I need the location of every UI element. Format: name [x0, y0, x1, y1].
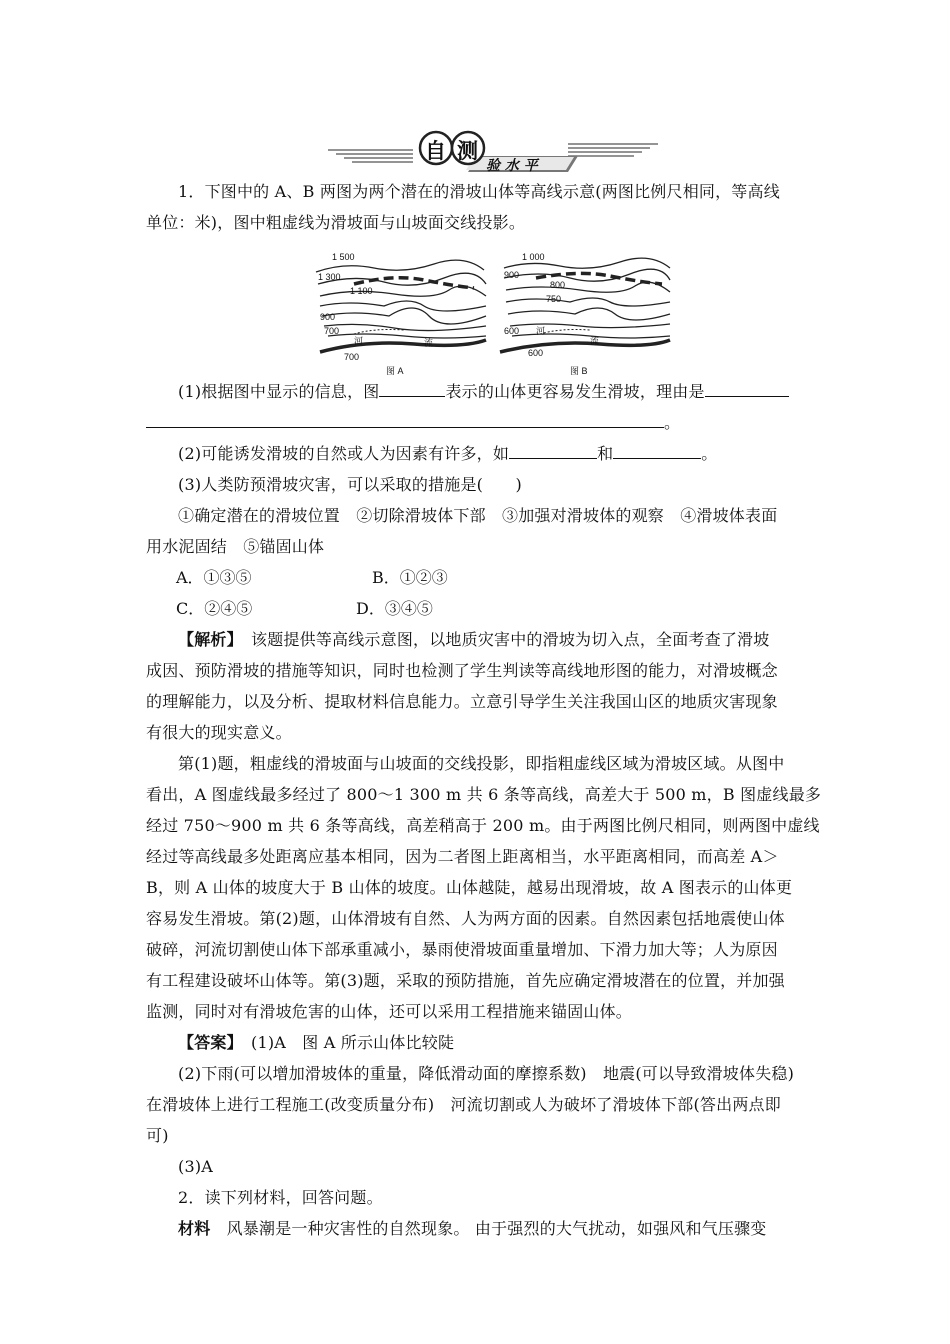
q1-sub1 — [146, 376, 810, 407]
fig-a-river-1: 河 — [354, 336, 364, 346]
answer-1: (1)A 图 A 所示山体比较陡 — [234, 1033, 455, 1052]
option-d[interactable]: D．③④⑤ — [356, 599, 433, 618]
answer-blank-2[interactable] — [705, 378, 789, 397]
fig-a-river-2: 流 — [424, 338, 434, 348]
fig-a-label-700-b: 700 — [344, 352, 360, 362]
fig-b-river-2: 流 — [590, 336, 600, 346]
q2-stem: 2．读下列材料，回答问题。 — [178, 1188, 383, 1207]
q1-sub2-part-b: 和 — [597, 444, 614, 463]
analysis-p2-line-7: 破碎，河流切割使山体下部承重减小，暴雨使滑坡面重量增加、下滑力加大等；人为原因 — [146, 940, 778, 959]
answer-2-line-3: 可) — [146, 1126, 169, 1145]
banner-char-2: 测 — [457, 138, 478, 163]
q1-sub1-part-b: 表示的山体更容易发生滑坡，理由是 — [445, 382, 705, 401]
contour-figure — [314, 244, 674, 378]
q1-items-line-1: ①确定潜在的滑坡位置 ②切除滑坡体下部 ③加强对滑坡体的观察 ④滑坡体表面 — [178, 506, 778, 525]
figure-a-map — [316, 260, 486, 352]
answer-tag: 【答案】 — [178, 1033, 235, 1052]
q1-sub1-end: 。 — [664, 413, 681, 432]
answer-blank-4[interactable] — [509, 440, 597, 459]
answer-blank-5[interactable] — [613, 440, 701, 459]
q1-sub1-line-2 — [146, 407, 810, 438]
material-text: 风暴潮是一种灾害性的自然现象。 由于强烈的大气扰动，如强风和气压骤变 — [210, 1219, 767, 1238]
analysis-p2-line-6: 容易发生滑坡。第(2)题，山体滑坡有自然、人为两方面的因素。自然因素包括地震使山体 — [146, 909, 785, 928]
analysis-p2-line-1: 第(1)题，粗虚线的滑坡面与山坡面的交线投影，即指粗虚线区域为滑坡区域。从图中 — [178, 754, 785, 773]
analysis-p2-line-8: 有工程建设破坏山体等。第(3)题，采取的预防措施，首先应确定滑坡潜在的位置，并加强 — [146, 971, 785, 990]
fig-b-label-800: 800 — [550, 280, 566, 290]
answer-blank-3[interactable] — [146, 409, 664, 428]
q1-sub2 — [146, 438, 810, 469]
banner-subtitle: 验 水 平 — [486, 158, 538, 174]
q1-sub2-end: 。 — [701, 444, 718, 463]
answer-2-line-2: 在滑坡体上进行工程施工(改变质量分布) 河流切割或人为破坏了滑坡体下部(答出两点即 — [146, 1095, 781, 1114]
analysis-line-1 — [146, 624, 810, 655]
option-c[interactable]: C．②④⑤ — [176, 599, 253, 618]
q1-sub1-part-a: (1)根据图中显示的信息，图 — [178, 382, 380, 401]
fig-a-label-1500: 1 500 — [332, 252, 355, 262]
banner-char-1: 自 — [425, 138, 446, 163]
fig-a-label-700: 700 — [324, 326, 340, 336]
analysis-line-4: 有很大的现实意义。 — [146, 723, 292, 742]
q1-stem-line-1: 1．下图中的 A、B 两图为两个潜在的滑坡山体等高线示意(两图比例尺相同，等高线 — [178, 182, 780, 201]
fig-b-label-600: 600 — [504, 326, 520, 336]
fig-b-river-1: 河 — [536, 326, 546, 336]
material-tag: 材料 — [178, 1219, 211, 1238]
analysis-text-1: 该题提供等高线示意图，以地质灾害中的滑坡为切入点，全面考查了滑坡 — [234, 630, 770, 649]
analysis-p2-line-5: B，则 A 山体的坡度大于 B 山体的坡度。山体越陡，越易出现滑坡，故 A 图表示的山体更 — [146, 878, 793, 897]
analysis-line-3: 的理解能力，以及分析、提取材料信息能力。立意引导学生关注我国山区的地质灾害现象 — [146, 692, 778, 711]
answer-3: (3)A — [178, 1157, 214, 1176]
fig-a-label-1300: 1 300 — [318, 272, 341, 282]
q1-stem-line-2: 单位：米)，图中粗虚线为滑坡面与山坡面交线投影。 — [146, 213, 526, 232]
fig-b-caption: 图 B — [570, 366, 588, 376]
figure-b-map — [500, 258, 670, 352]
analysis-p2-line-3: 经过 750～900 m 共 6 条等高线，高差稍高于 200 m。由于两图比例尺相同，则两图中虚线 — [146, 816, 820, 835]
fig-b-label-1000: 1 000 — [522, 252, 545, 262]
analysis-line-2: 成因、预防滑坡的措施等知识，同时也检测了学生判读等高线地形图的能力，对滑坡概念 — [146, 661, 778, 680]
option-a[interactable]: A．①③⑤ — [176, 568, 252, 587]
answer-line-1 — [146, 1027, 810, 1058]
fig-a-caption: 图 A — [386, 366, 404, 376]
q1-sub2-part-a: (2)可能诱发滑坡的自然或人为因素有许多，如 — [178, 444, 510, 463]
fig-b-label-900: 900 — [504, 270, 520, 280]
fig-b-label-750: 750 — [546, 294, 562, 304]
analysis-tag: 【解析】 — [178, 630, 235, 649]
answer-2-line-1: (2)下雨(可以增加滑坡体的重量，降低滑动面的摩擦系数) 地震(可以导致滑坡体失稳) — [178, 1064, 795, 1083]
q1-sub3: (3)人类防预滑坡灾害，可以采取的措施是( ) — [178, 475, 522, 494]
q1-items-line-2: 用水泥固结 ⑤锚固山体 — [146, 537, 325, 556]
analysis-p2-line-4: 经过等高线最多处距离应基本相同，因为二者图上距离相当，水平距离相同，而高差 A＞ — [146, 847, 779, 866]
fig-a-label-900: 900 — [320, 312, 336, 322]
q2-material — [146, 1213, 810, 1244]
option-b[interactable]: B．①②③ — [372, 568, 448, 587]
fig-b-label-600-b: 600 — [528, 348, 544, 358]
analysis-p2-line-9: 监测，同时对有滑坡危害的山体，还可以采用工程措施来锚固山体。 — [146, 1002, 633, 1021]
analysis-p2-line-2: 看出，A 图虚线最多经过了 800～1 300 m 共 6 条等高线，高差大于 500 m，B 图虚线最多 — [146, 785, 822, 804]
fig-a-label-1100: 1 100 — [350, 286, 373, 296]
section-banner — [328, 128, 658, 176]
answer-blank-1[interactable] — [379, 378, 445, 397]
